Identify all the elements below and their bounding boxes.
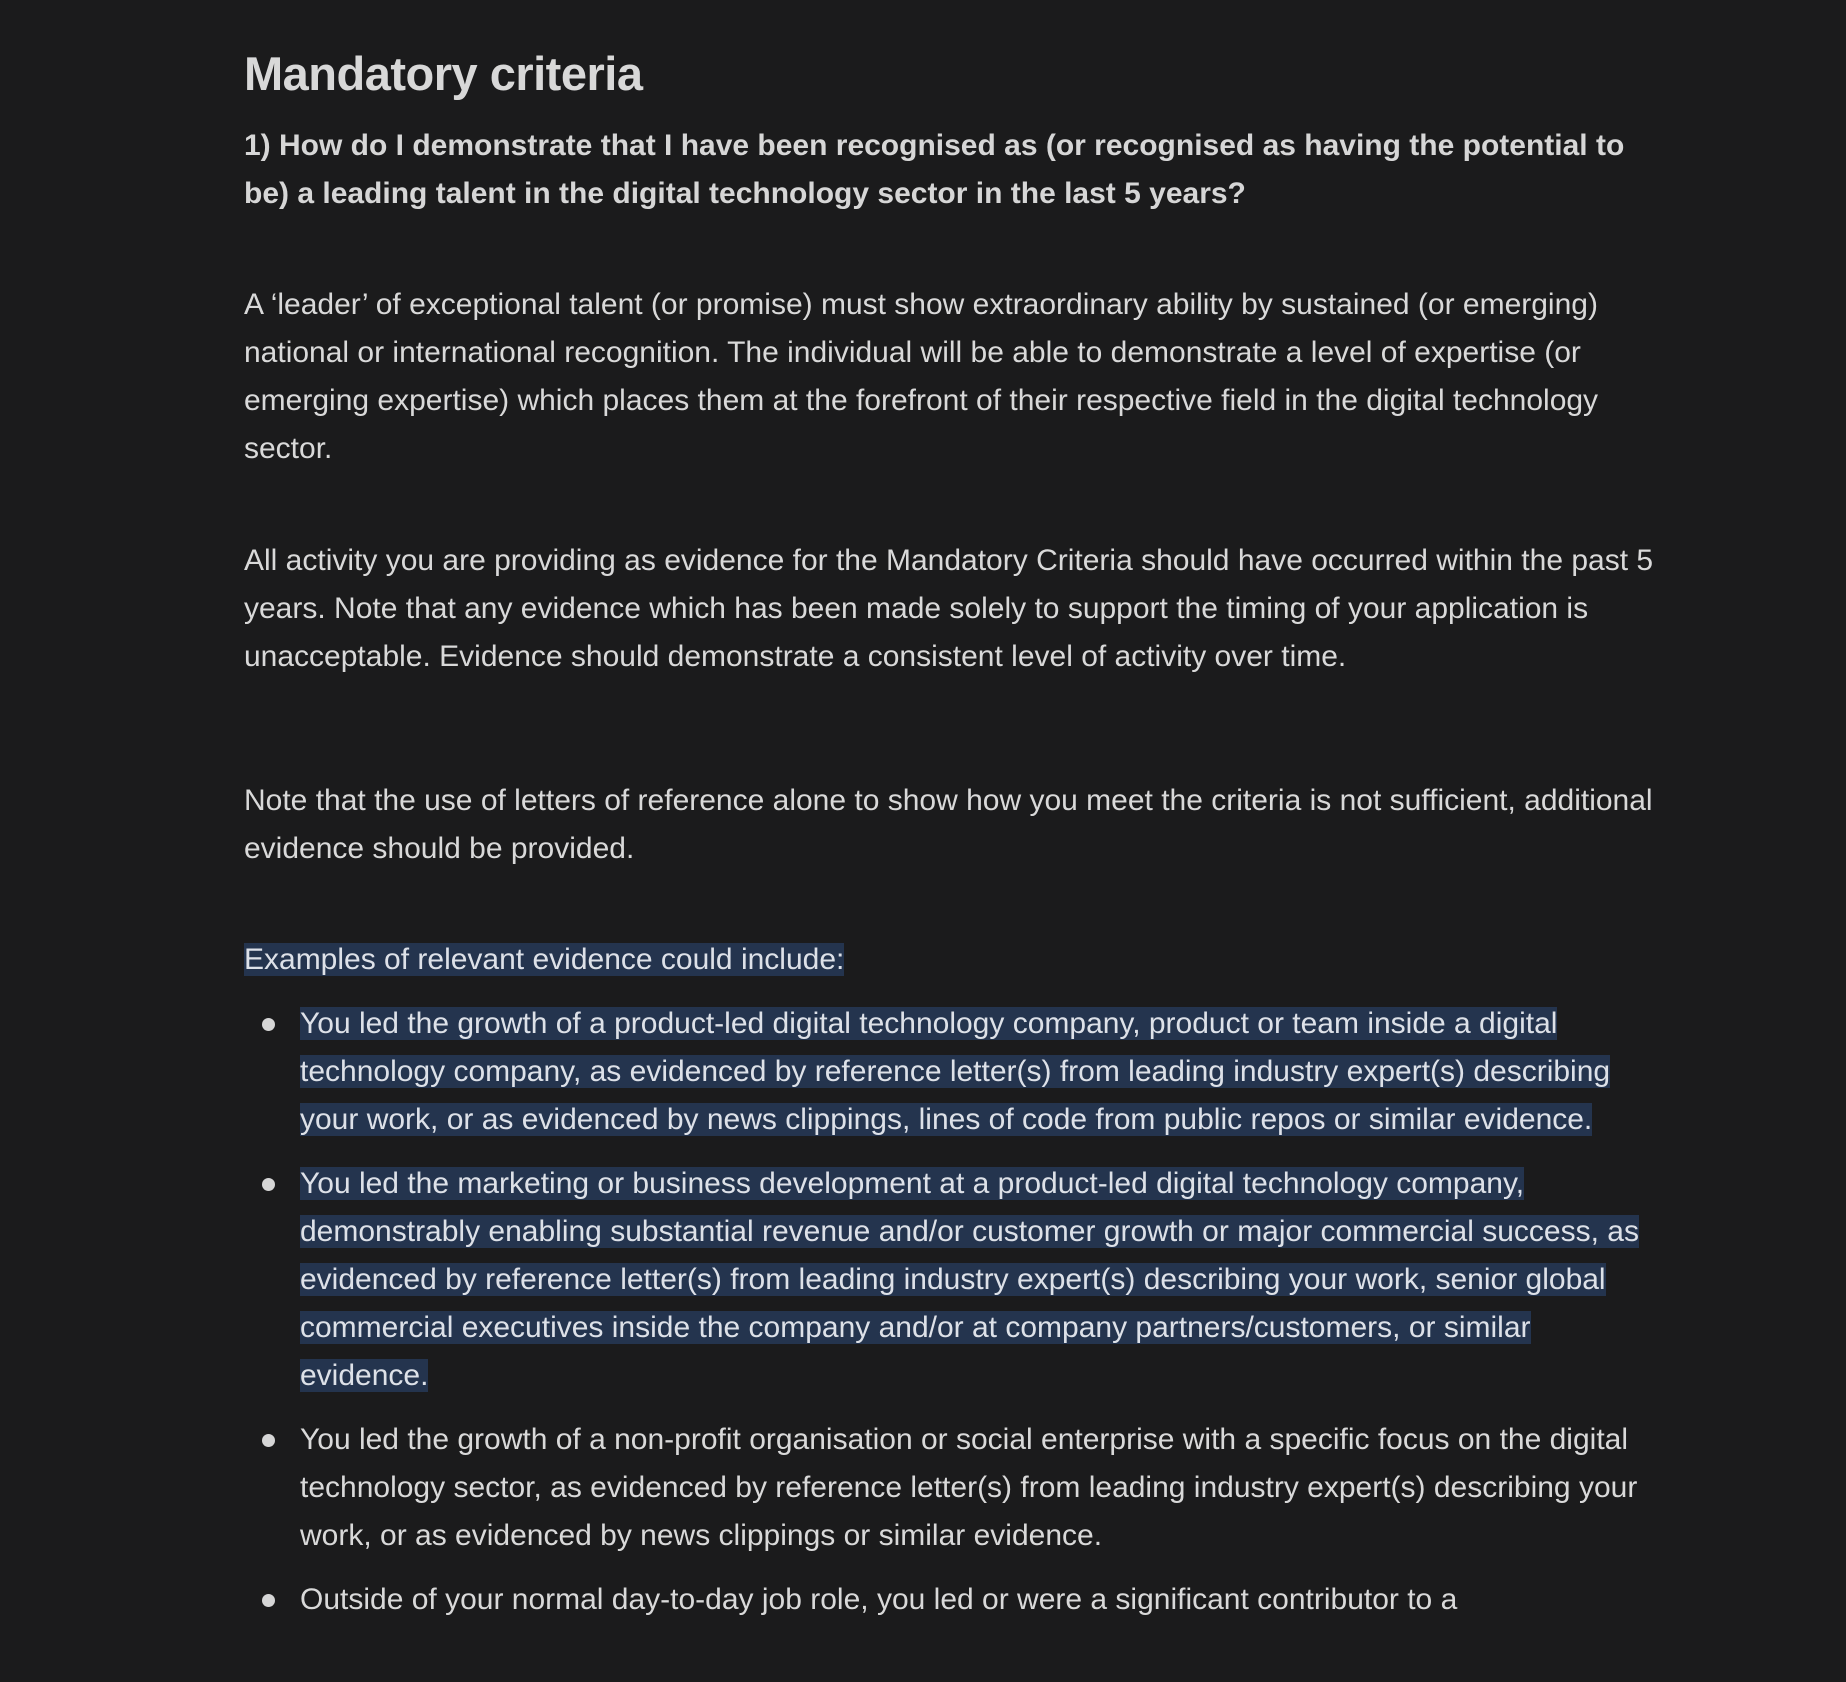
bullet-icon — [262, 1594, 275, 1607]
list-item-text[interactable]: You led the growth of a non-profit organisation or social enterprise with a specific focus on the digital technology sector, as evidenced by reference letter(s) from leading industry expert(s) describing your work, or as evidenced by news clippings or similar evidence. — [300, 1423, 1638, 1552]
paragraph-reference-letters: Note that the use of letters of reference alone to show how you meet the criteria is not sufficient, additional evidence should be provided. — [244, 784, 1653, 865]
list-item-text[interactable]: You led the growth of a product-led digital technology company, product or team inside a digital technology company, as evidenced by reference letter(s) from leading industry expert(s) describing your work, or as evidenced by news clippings, lines of code from public repos or similar evidence. — [300, 1007, 1611, 1136]
page-title: Mandatory criteria — [244, 47, 643, 100]
list-item[interactable] — [244, 1416, 1660, 1560]
list-item[interactable] — [244, 1576, 1660, 1624]
bullet-icon — [262, 1434, 275, 1447]
list-item-text[interactable]: Outside of your normal day-to-day job role, you led or were a significant contributor to a — [300, 1583, 1458, 1616]
list-item[interactable] — [244, 1160, 1660, 1400]
paragraph-activity-timing: All activity you are providing as evidence for the Mandatory Criteria should have occurred within the past 5 years. Note that any evidence which has been made solely to support the timing of your application is unacceptable. Evidence should demonstrate a consistent level of activity over time. — [244, 544, 1654, 673]
question-heading: 1) How do I demonstrate that I have been recognised as (or recognised as having the potential to be) a leading talent in the digital technology sector in the last 5 years? — [244, 129, 1625, 210]
list-item-text[interactable]: You led the marketing or business development at a product-led digital technology company, demonstrably enabling substantial revenue and/or customer growth or major commercial success, as evidenced by reference letter(s) from leading industry expert(s) describing your work, senior global commercial executives inside the company and/or at company partners/customers, or similar evidence. — [300, 1167, 1639, 1392]
examples-intro[interactable] — [244, 936, 1664, 984]
bullet-icon — [262, 1018, 275, 1031]
examples-list — [244, 1000, 1664, 1640]
paragraph-leader-definition: A ‘leader’ of exceptional talent (or promise) must show extraordinary ability by sustained (or emerging) national or international recognition. The individual will be able to demonstrate a level of expertise (or emerging expertise) which places them at the forefront of their respective field in the digital technology sector. — [244, 288, 1599, 465]
list-item[interactable] — [244, 1000, 1660, 1144]
selected-text[interactable]: Examples of relevant evidence could include: — [244, 943, 845, 976]
bullet-icon — [262, 1178, 275, 1191]
